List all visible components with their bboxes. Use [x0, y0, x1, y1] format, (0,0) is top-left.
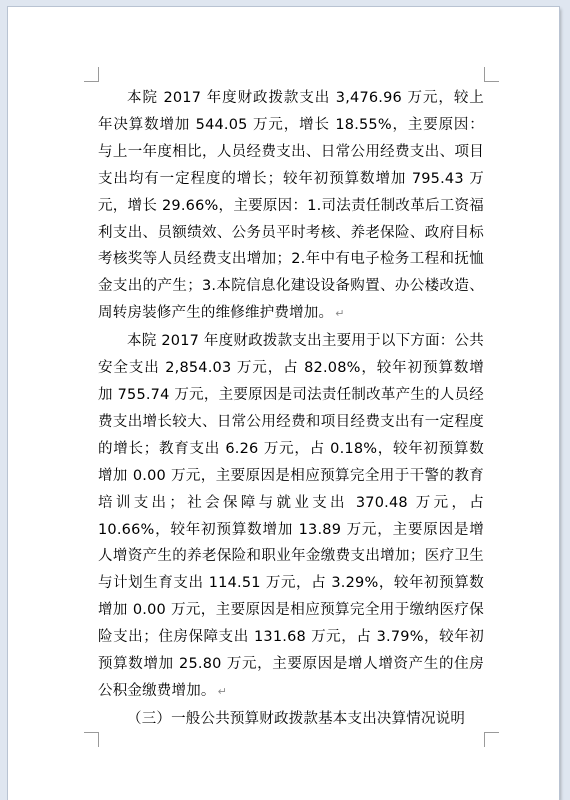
margin-corner-top-right	[484, 67, 499, 82]
paragraph-mark-icon: ↵	[335, 307, 345, 321]
paragraph-expenditure-overview	[98, 85, 484, 328]
paragraph-text: 本院 2017 年度财政拨款支出 3,476.96 万元，较上年决算数增加 544.05 万元，增长 18.55%，主要原因：与上一年度相比，人员经费支出、日常公用经费支出、项目支出均有一定程度的增长；较年初预算数增加 795.43 万元，增长 29.66%，主要原因：1.司法责任制改革后工资福利支出、员额绩效、公务员平时考核、养老保险、政府目标考核奖等人员经费支出增加；2.年中有电子检务工程和抚恤金支出的产生；3.本院信息化建设设备购置、办公楼改造、周转房装修产生的维修维护费增加。	[98, 90, 484, 322]
margin-corner-top-left	[84, 67, 99, 82]
paragraph-expenditure-breakdown	[98, 328, 484, 706]
margin-corner-bottom-right	[484, 732, 499, 747]
paragraph-text: 本院 2017 年度财政拨款支出主要用于以下方面：公共安全支出 2,854.03 万元，占 82.08%，较年初预算数增加 755.74 万元，主要原因是司法责任制改革产生的人员经费支出增长较大、日常公用经费和项目经费支出有一定程度的增长；教育支出 6.26 万元，占 0.18%，较年初预算数增加 0.00 万元，主要原因是相应预算完全用于干警的教育培训支出；社会保障与就业支出 370.48 万元，占 10.66%，较年初预算数增加 13.89 万元，主要原因是增人增资产生的养老保险和职业年金缴费支出增加；医疗卫生与计划生育支出 114.51 万元，占 3.29%，较年初预算数增加 0.00 万元，主要原因是相应预算完全用于缴纳医疗保险支出；住房保障支出 131.68 万元，占 3.79%，较年初预算数增加 25.80 万元，主要原因是增人增资产生的住房公积金缴费增加。	[98, 333, 484, 699]
section-heading	[98, 706, 484, 733]
document-page[interactable]	[8, 7, 559, 800]
document-body[interactable]	[98, 85, 484, 733]
heading-text: （三）一般公共预算财政拨款基本支出决算情况说明	[127, 710, 466, 727]
margin-corner-bottom-left	[84, 732, 99, 747]
paragraph-mark-icon: ↵	[217, 684, 228, 698]
